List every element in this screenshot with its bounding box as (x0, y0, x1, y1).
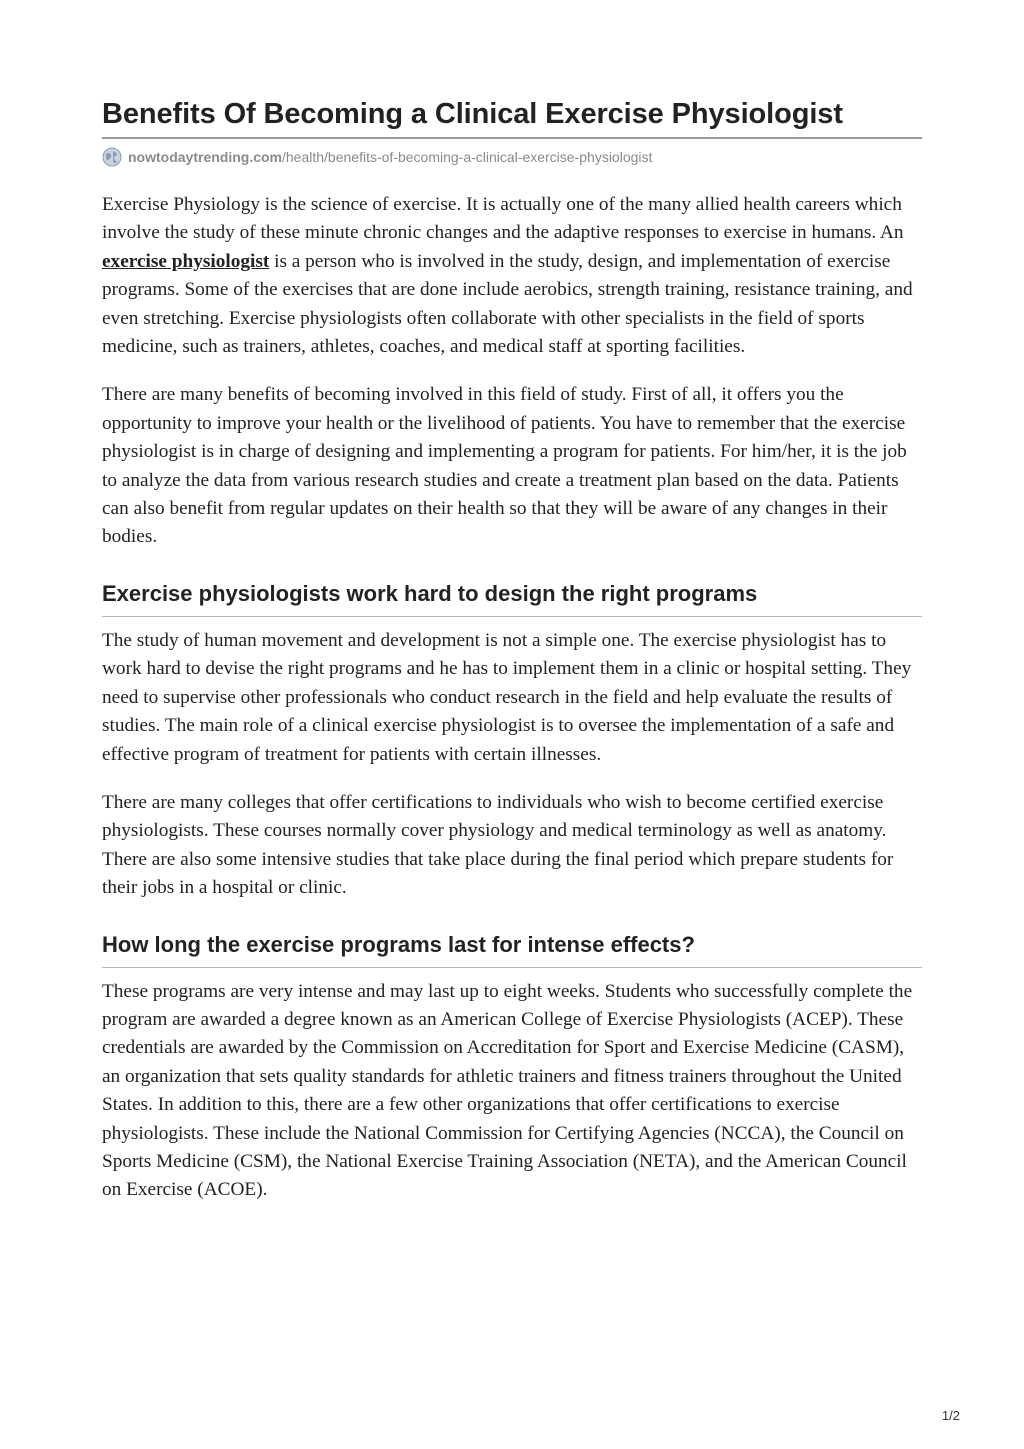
duration-paragraph: These programs are very intense and may last up to eight weeks. Students who successfully complete the program are awarded a degree known as an American College of Exercise Physiologists (ACEP). These credentials are awarded by the Commission on Accreditation for Sport and Exercise Medicine (CASM), an organization that sets quality standards for athletic trainers and fitness trainers throughout the United States. In addition to this, there are a few other organizations that offer certifications to exercise physiologists. These include the National Commission for Certifying Agencies (NCCA), the Council on Sports Medicine (CSM), the National Exercise Training Association (NETA), and the American Council on Exercise (ACOE). (102, 980, 913, 1201)
benefits-paragraph: There are many benefits of becoming involved in this field of study. First of all, it offers you the opportunity to improve your health or the livelihood of patients. You have to remember that the exercise physiologist is in charge of designing and implementing a program for patients. For him/her, it is the job to analyze the data from various research studies and create a treatment plan based on the data. Patients can also benefit from regular updates on their health so that they will be aware of any changes in their bodies. (102, 384, 907, 548)
page-title: Benefits Of Becoming a Clinical Exercise Physiologist (102, 96, 922, 139)
page-number: 1/2 (941, 1408, 960, 1423)
source-domain: nowtodaytrending.com (128, 149, 282, 165)
globe-icon (102, 147, 122, 167)
source-path: /health/benefits-of-becoming-a-clinical-exercise-physiologist (282, 149, 653, 165)
document-page (102, 96, 922, 1225)
intro-paragraph (102, 191, 922, 361)
article-body (102, 191, 922, 1205)
section-heading-duration: How long the exercise programs last for intense effects? (102, 931, 922, 968)
programs-paragraph-2: There are many colleges that offer certifications to individuals who wish to become certified exercise physiologists. These courses normally cover physiology and medical terminology as well as anatomy. There are also some intensive studies that take place during the final period which prepare students for their jobs in a hospital or clinic. (102, 791, 894, 899)
source-link[interactable] (128, 149, 652, 165)
section-heading-programs: Exercise physiologists work hard to design the right programs (102, 580, 922, 617)
programs-paragraph-1: The study of human movement and development is not a simple one. The exercise physiologist has to work hard to devise the right programs and he has to implement them in a clinic or hospital setting. They need to supervise other professionals who conduct research in the field and help evaluate the results of studies. The main role of a clinical exercise physiologist is to oversee the implementation of a safe and effective program of treatment for patients with certain illnesses. (102, 629, 912, 765)
exercise-physiologist-link[interactable]: exercise physiologist (102, 250, 270, 272)
intro-text-end: is a person who is involved in the study, design, and implementation of exercise programs. Some of the exercises that are done include aerobics, strength training, resistance training, and even stretching. Exercise physiologists often collaborate with other specialists in the field of sports medicine, such as trainers, athletes, coaches, and medical staff at sporting facilities. (102, 250, 913, 358)
intro-text-start: Exercise Physiology is the science of exercise. It is actually one of the many allied health careers which involve the study of these minute chronic changes and the adaptive responses to exercise in humans. An (102, 194, 904, 244)
source-line (102, 147, 922, 167)
